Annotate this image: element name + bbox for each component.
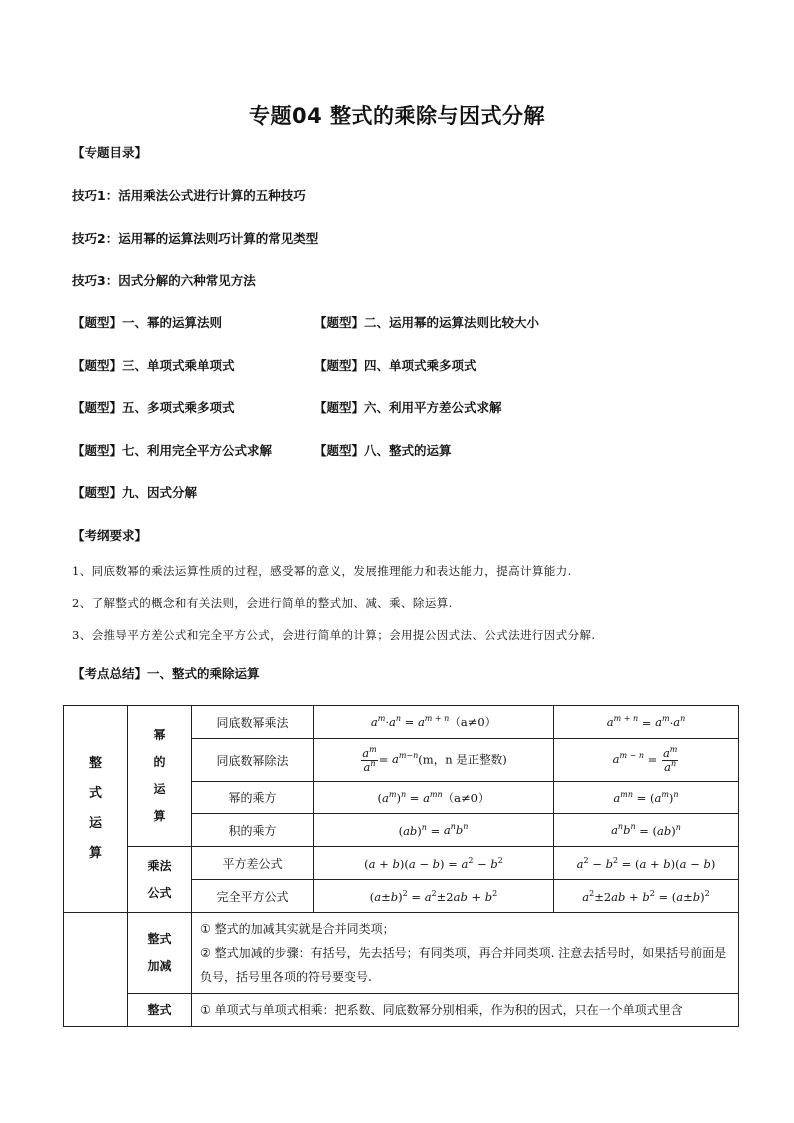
type-item: 【题型】四、单项式乘多项式 <box>314 358 477 373</box>
category-last: 整式 <box>128 994 192 1027</box>
formula: $(a^m)^n = a^{mn}(a\ne 0)$ <box>314 782 554 814</box>
formula-reverse: $a^2\pm 2ab + b^2 = (a\pm b)^2$ <box>554 880 739 913</box>
type-item: 【题型】三、单项式乘单项式 <box>72 358 235 373</box>
formula: $(a\pm b)^2 = a^2\pm 2ab + b^2$ <box>314 880 554 913</box>
type-item: 【题型】八、整式的运算 <box>314 443 452 458</box>
formula-reverse: $a^2 - b^2 = (a + b)(a - b)$ <box>554 847 739 880</box>
type-item: 【题型】六、利用平方差公式求解 <box>314 400 502 415</box>
category-mult-formula: 乘法 公式 <box>128 847 192 913</box>
type-item: 【题型】七、利用完全平方公式求解 <box>72 443 273 458</box>
blank-cell <box>64 913 128 994</box>
formula: $\frac{a^m}{a^n}$ = $a^{m-n}(m$，n 是正整数) <box>314 739 554 782</box>
rule-name: 同底数幂除法 <box>192 739 314 782</box>
summary-heading: 【考点总结】一、整式的乘除运算 <box>72 666 260 681</box>
formula: $a^m\cdot a^n = a^{m + n}(a\ne 0)$ <box>314 706 554 739</box>
requirement-item: 1、同底数幂的乘法运算性质的过程，感受幂的意义，发展推理能力和表达能力，提高计算能力. <box>72 564 572 578</box>
rule-name: 幂的乘方 <box>192 782 314 814</box>
tip-item: 技巧3：因式分解的六种常见方法 <box>72 273 256 288</box>
rule-name: 完全平方公式 <box>192 880 314 913</box>
catalog-heading: 【专题目录】 <box>72 145 148 160</box>
page-title: 专题04 整式的乘除与因式分解 <box>248 104 546 128</box>
formula: $(a + b)(a - b) = a^2 - b^2$ <box>314 847 554 880</box>
formula: $(ab)^n = a^nb^n$ <box>314 814 554 847</box>
category-zhengshi-yunsuan: 整 式 运 算 <box>64 706 128 913</box>
type-item: 【题型】二、运用幂的运算法则比较大小 <box>314 315 540 330</box>
tip-item: 技巧1：活用乘法公式进行计算的五种技巧 <box>72 188 306 203</box>
requirement-item: 2、了解整式的概念和有关法则，会进行简单的整式加、减、乘、除运算. <box>72 596 453 610</box>
summary-table <box>63 705 739 1027</box>
rule-name: 平方差公式 <box>192 847 314 880</box>
requirement-item: 3、会推导平方差公式和完全平方公式，会进行简单的计算；会用提公因式法、公式法进行因式分解. <box>72 628 596 642</box>
category-power-ops: 幂 的 运 算 <box>128 706 192 847</box>
rule-name: 积的乘方 <box>192 814 314 847</box>
type-item: 【题型】五、多项式乘多项式 <box>72 400 235 415</box>
type-item: 【题型】九、因式分解 <box>72 485 198 500</box>
rule-name: 同底数幂乘法 <box>192 706 314 739</box>
formula-reverse: $a^{m - n}$ = $\frac{a^m}{a^n}$ <box>554 739 739 782</box>
type-item: 【题型】一、幂的运算法则 <box>72 315 223 330</box>
requirements-heading: 【考纲要求】 <box>72 528 148 543</box>
mult-rules: ① 单项式与单项式相乘：把系数、同底数幂分别相乘，作为积的因式，只在一个单项式里含 <box>192 994 739 1027</box>
add-sub-rules: ① 整式的加减其实就是合并同类项； ② 整式加减的步骤：有括号，先去括号；有同类项，再合并同类项. 注意去括号时，如果括号前面是负号，括号里各项的符号要变号. <box>192 913 739 994</box>
formula-reverse: $a^{m + n} = a^m\cdot a^n$ <box>554 706 739 739</box>
tip-item: 技巧2：运用幂的运算法则巧计算的常见类型 <box>72 231 319 246</box>
formula-reverse: $a^nb^n = (ab)^n$ <box>554 814 739 847</box>
formula-reverse: $a^{mn} = (a^m)^n$ <box>554 782 739 814</box>
blank-cell <box>64 994 128 1027</box>
category-add-sub: 整式 加减 <box>128 913 192 994</box>
